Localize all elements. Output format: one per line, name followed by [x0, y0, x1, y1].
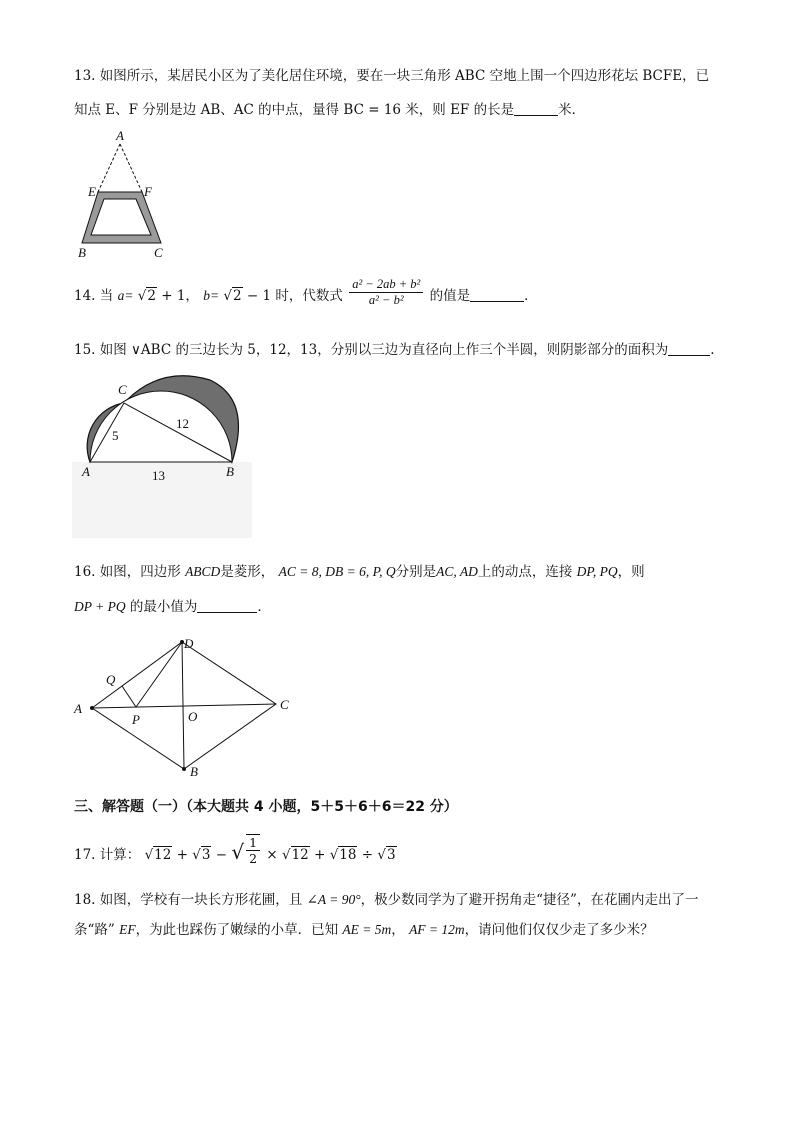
q16-t12: ．: [257, 599, 271, 615]
q14-suffix: 的值是: [429, 288, 471, 304]
q15-label-c: C: [118, 382, 127, 397]
q13-label-e: E: [88, 184, 96, 199]
q18-t8: ，: [391, 922, 405, 938]
q16-label-p: P: [132, 712, 140, 727]
q16-figure: [70, 632, 300, 782]
q17-sqrt-12: √12: [144, 847, 172, 863]
q18-t3: ，极少数同学为了避开拐角走“捷径”，在花圃内走出了一: [360, 892, 699, 908]
q17-sqrt-18: √18: [329, 847, 357, 863]
q16-line1: [74, 562, 645, 582]
q13-label-f: F: [144, 184, 152, 199]
q16-t11: 的最小值为: [129, 599, 198, 615]
q13-label-a: A: [116, 128, 124, 143]
q15-label-5: 5: [112, 428, 119, 443]
q18-t7: AE = 5m: [342, 922, 392, 937]
q16-t4: AC = 8, DB = 6, P, Q: [278, 564, 396, 579]
q17-div: ÷: [361, 847, 374, 863]
q13-line2-text: 知点 E、F 分别是边 AB、AC 的中点，量得 BC = 16 米，则 EF 的长是: [74, 102, 515, 118]
q15-answer-blank: [668, 341, 710, 356]
q18-t5: EF: [119, 922, 136, 937]
q15-figure: [70, 370, 254, 540]
q14-plus1: + 1，: [161, 288, 199, 304]
q18-t2: ∠A = 90°: [306, 892, 361, 907]
q13-line2: [74, 100, 585, 120]
q16-t9: ，则: [617, 564, 645, 580]
q15-label-a: A: [82, 464, 90, 479]
q14-answer-blank: [470, 287, 524, 302]
q16-answer-blank: [197, 598, 257, 613]
q17-sqrt-3: √3: [192, 847, 211, 863]
q16-label-d: D: [184, 636, 194, 651]
q16-t7: 上的动点，连接: [477, 564, 573, 580]
section-3-title: 三、解答题（一）（本大题共 4 小题，5＋5＋6＋6＝22 分）: [74, 799, 458, 815]
q15-text: 15. 如图 ∨ABC 的三边长为 5，12，13，分别以三边为直径向上作三个半圆，则阴影部分的面积为: [74, 342, 669, 358]
q16-label-a: A: [74, 701, 82, 716]
q14-prefix: 14. 当: [74, 288, 114, 304]
q15-end: .: [710, 342, 715, 358]
q17-times: ×: [266, 847, 278, 863]
q16-t10: DP + PQ: [74, 599, 126, 614]
q14-minus1: − 1 时，代数式: [246, 288, 343, 304]
q16-t5: 分别是: [395, 564, 437, 580]
q17-line: [74, 834, 397, 866]
q13-label-b: B: [78, 245, 86, 260]
q18-t9: AF = 12m: [409, 922, 465, 937]
q18-line2: [74, 920, 654, 940]
q15-label-13: 13: [152, 468, 165, 483]
q13-figure: [74, 128, 184, 262]
q13-line1: 13. 如图所示，某居民小区为了美化居住环境，要在一块三角形 ABC 空地上围一个四边形花坛 BCFE，已: [74, 68, 710, 84]
q16-t8: DP, PQ: [576, 564, 618, 579]
q17-sqrt-3b: √3: [377, 847, 396, 863]
q15-line: [74, 340, 715, 360]
q14-end: ．: [524, 288, 538, 304]
q16-t2: ABCD: [185, 564, 221, 579]
q14-b-eq: b=: [203, 288, 220, 303]
q18-t10: ，请问他们仅仅少走了多少米？: [464, 922, 654, 938]
q18-t1: 18. 如图，学校有一块长方形花圃，且: [74, 892, 303, 908]
q13-label-c: C: [154, 245, 163, 260]
q15-label-12: 12: [176, 416, 189, 431]
q14-fraction: [349, 277, 423, 308]
q14-sqrt-b: √2: [223, 288, 242, 304]
q17-minus: −: [215, 847, 228, 863]
q13-answer-blank: [514, 101, 558, 116]
q14-a-eq: a=: [117, 288, 134, 303]
q17-plus2: +: [314, 847, 326, 863]
q14-sqrt-a: √2: [137, 288, 156, 304]
q13-line2-end: 米．: [558, 102, 586, 118]
q16-label-b: B: [190, 764, 198, 779]
q17-sqrt-half: √ $\frac{1}{2}$: [231, 842, 262, 866]
q14-line: [74, 277, 538, 308]
q18-t4: 条“路”: [74, 922, 115, 938]
q14-denominator: a² − b²: [368, 293, 404, 307]
q17-prefix: 17. 计算：: [74, 847, 141, 863]
q16-t6: AC, AD: [436, 564, 478, 579]
q18-t6: ，为此也踩伤了嫩绿的小草．已知: [135, 922, 339, 938]
q17-plus: +: [176, 847, 188, 863]
q16-line2: [74, 597, 271, 617]
q17-sqrt-12b: √12: [281, 847, 309, 863]
q16-t3: 是菱形，: [220, 564, 275, 580]
q16-label-c: C: [280, 697, 289, 712]
q16-label-q: Q: [106, 672, 116, 687]
q16-t1: 16. 如图，四边形: [74, 564, 181, 580]
q18-line1: [74, 890, 698, 910]
q15-label-b: B: [226, 464, 234, 479]
q16-label-o: O: [188, 709, 198, 724]
q14-numerator: a² − 2ab + b²: [349, 277, 423, 293]
